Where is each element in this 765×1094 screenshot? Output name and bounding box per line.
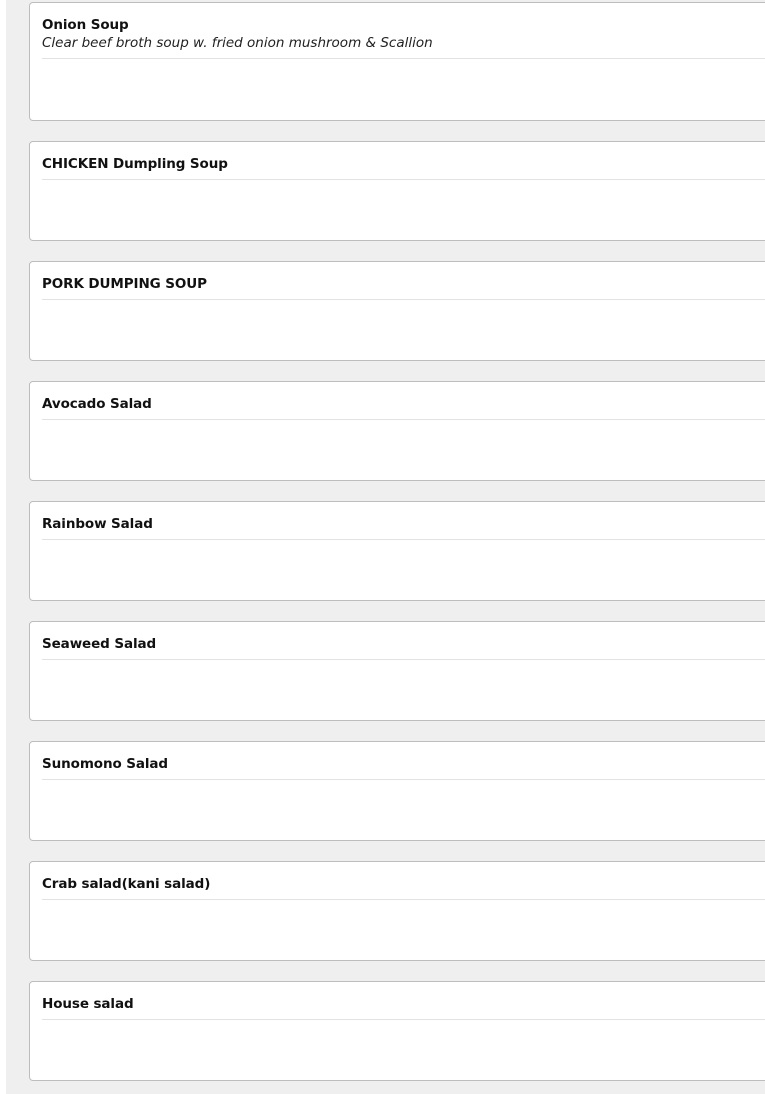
- menu-item-card[interactable]: [29, 261, 765, 361]
- menu-item-card[interactable]: [29, 2, 765, 121]
- menu-item-divider: [42, 539, 765, 540]
- menu-item-divider: [42, 299, 765, 300]
- menu-item-header: [30, 742, 765, 773]
- menu-item-description: Clear beef broth soup w. fried onion mushroom & Scallion: [42, 35, 433, 51]
- menu-item-card[interactable]: [29, 741, 765, 841]
- menu-item-header: [30, 142, 765, 173]
- menu-item-name: Avocado Salad: [42, 396, 152, 412]
- menu-item-divider: [42, 419, 765, 420]
- menu-item-card[interactable]: [29, 981, 765, 1081]
- menu-item-header: [30, 622, 765, 653]
- menu-item-header: [30, 982, 765, 1013]
- menu-item-divider: [42, 1019, 765, 1020]
- menu-item-header: [30, 382, 765, 413]
- menu-item-name: Onion Soup: [42, 17, 129, 33]
- menu-item-name: PORK DUMPING SOUP: [42, 276, 207, 292]
- menu-item-card[interactable]: [29, 501, 765, 601]
- menu-item-header: [30, 862, 765, 893]
- menu-item-name: Rainbow Salad: [42, 516, 153, 532]
- menu-item-divider: [42, 659, 765, 660]
- menu-item-name: Sunomono Salad: [42, 756, 168, 772]
- menu-item-list: [29, 2, 765, 1094]
- menu-item-card[interactable]: [29, 141, 765, 241]
- menu-item-name: Crab salad(kani salad): [42, 876, 211, 892]
- menu-item-divider: [42, 179, 765, 180]
- menu-item-card[interactable]: [29, 621, 765, 721]
- menu-item-header: [30, 502, 765, 533]
- menu-item-header: [30, 3, 765, 52]
- menu-item-header: [30, 262, 765, 293]
- menu-item-name: House salad: [42, 996, 134, 1012]
- menu-item-card[interactable]: [29, 861, 765, 961]
- menu-item-name: CHICKEN Dumpling Soup: [42, 156, 228, 172]
- menu-column: [6, 0, 765, 1094]
- menu-item-divider: [42, 779, 765, 780]
- menu-item-name: Seaweed Salad: [42, 636, 157, 652]
- menu-item-divider: [42, 899, 765, 900]
- menu-item-card[interactable]: [29, 381, 765, 481]
- menu-item-divider: [42, 58, 765, 59]
